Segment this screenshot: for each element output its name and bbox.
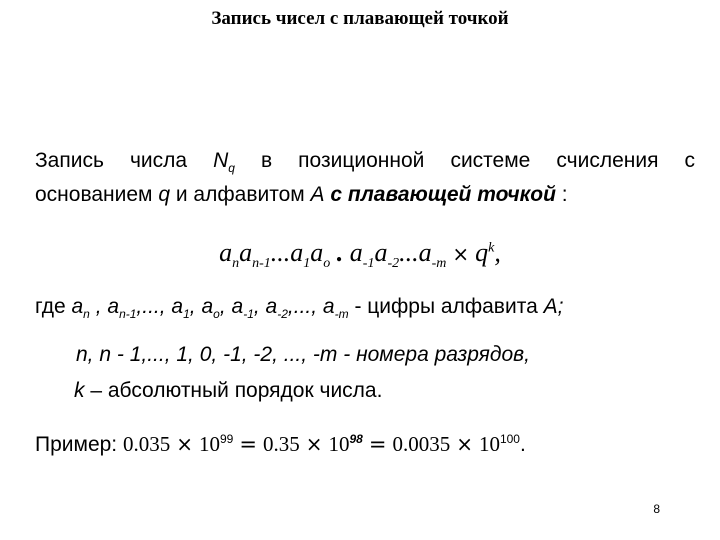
formula-exponent: k [488,240,495,256]
order-description [74,374,720,408]
multiply-sign: × [176,432,193,456]
intro-colon: : [555,183,568,206]
intro-text: Запись числа [35,149,214,172]
floating-point-formula [0,238,720,272]
multiply-sign: × [456,432,473,456]
formula-dots: ... [270,238,291,267]
base-subscript: q [228,161,235,176]
digit-index: -1 [243,307,254,322]
digit-a: a [201,295,214,318]
base-variable: q [158,183,171,206]
example-base-3: 10 [478,432,500,456]
digit-a: a [171,295,184,318]
example-mantissa-3: 0.0035 [392,432,451,456]
n-symbol: N [213,149,229,172]
number-variable [213,149,235,176]
digit-index: n-1 [119,307,137,322]
formula-index: -1 [362,256,375,272]
formula-index: o [323,256,331,272]
multiply-sign: × [305,432,323,456]
intro-text-continued: в позиционной системе счисления с [234,149,695,172]
digit-list: $a_n$ , $a_{n-1}$,..., $a_1$, $a_o$, $a_{-1}$, $a_{-2}$,..., $a_{-m}$ [71,295,349,322]
formula-index: -m [431,256,447,272]
digit-index: -2 [277,307,288,322]
example-mantissa-1: 0.035 [122,432,171,456]
formula-index: n-1 [252,256,271,272]
example-period: . [519,433,526,456]
digit-index: n [83,307,90,322]
formula-index: n [232,256,240,272]
formula-comma: , [494,238,501,267]
alphabet-symbol: A; [543,295,564,318]
where-label: где [35,295,72,318]
equals-sign: = [239,432,257,456]
formula-digit: a [219,238,233,267]
formula-digit: a [349,238,363,267]
digit-index: o [213,307,220,322]
intro-alphabet-text: и алфавитом [170,183,311,206]
digit-a: a [231,295,244,318]
digit-a: a [71,295,84,318]
example-mantissa-2: 0.35 [262,432,300,456]
page-number: 8 [653,502,660,516]
formula-index: -2 [387,256,400,272]
example-base-1: 10 [198,432,220,456]
formula-digit: a [239,238,253,267]
example-exponent-3: 100 [499,432,520,446]
multiply-sign: × [452,242,470,266]
equals-sign: = [368,432,387,456]
digit-index: -m [334,307,349,322]
example-base-2: 10 [328,432,350,456]
order-text: – абсолютный порядок числа. [84,379,383,402]
position-indices: n, n - 1,..., 1, 0, -1, -2, ..., -m - номера разрядов, [76,343,530,366]
slide-title: Запись чисел с плавающей точкой [211,8,509,29]
digits-text: - цифры алфавита [348,295,544,318]
formula-digit: a [310,238,324,267]
formula-point: . [336,238,344,267]
formula-dots: ... [399,238,419,267]
formula-index: 1 [303,256,311,272]
example-exponent-1: 99 [219,432,234,446]
digit-index: 1 [183,307,190,322]
intro-base-text: основанием [35,183,159,206]
digits-description [35,290,695,331]
formula-digit: a [290,238,304,267]
formula-base: q [475,238,489,267]
formula-digit: a [418,238,432,267]
formula-digit: a [374,238,388,267]
digit-a: a [265,295,278,318]
example-label: Пример: [35,433,123,456]
intro-line-2 [35,178,695,212]
digit-a: a [322,295,335,318]
alphabet-variable: A [310,183,325,206]
example-exponent-2: 98 [349,432,363,446]
example-line [35,422,695,462]
digit-a: a [107,295,120,318]
order-variable: k [74,379,85,402]
floating-point-emphasis: с плавающей точкой [330,183,556,206]
